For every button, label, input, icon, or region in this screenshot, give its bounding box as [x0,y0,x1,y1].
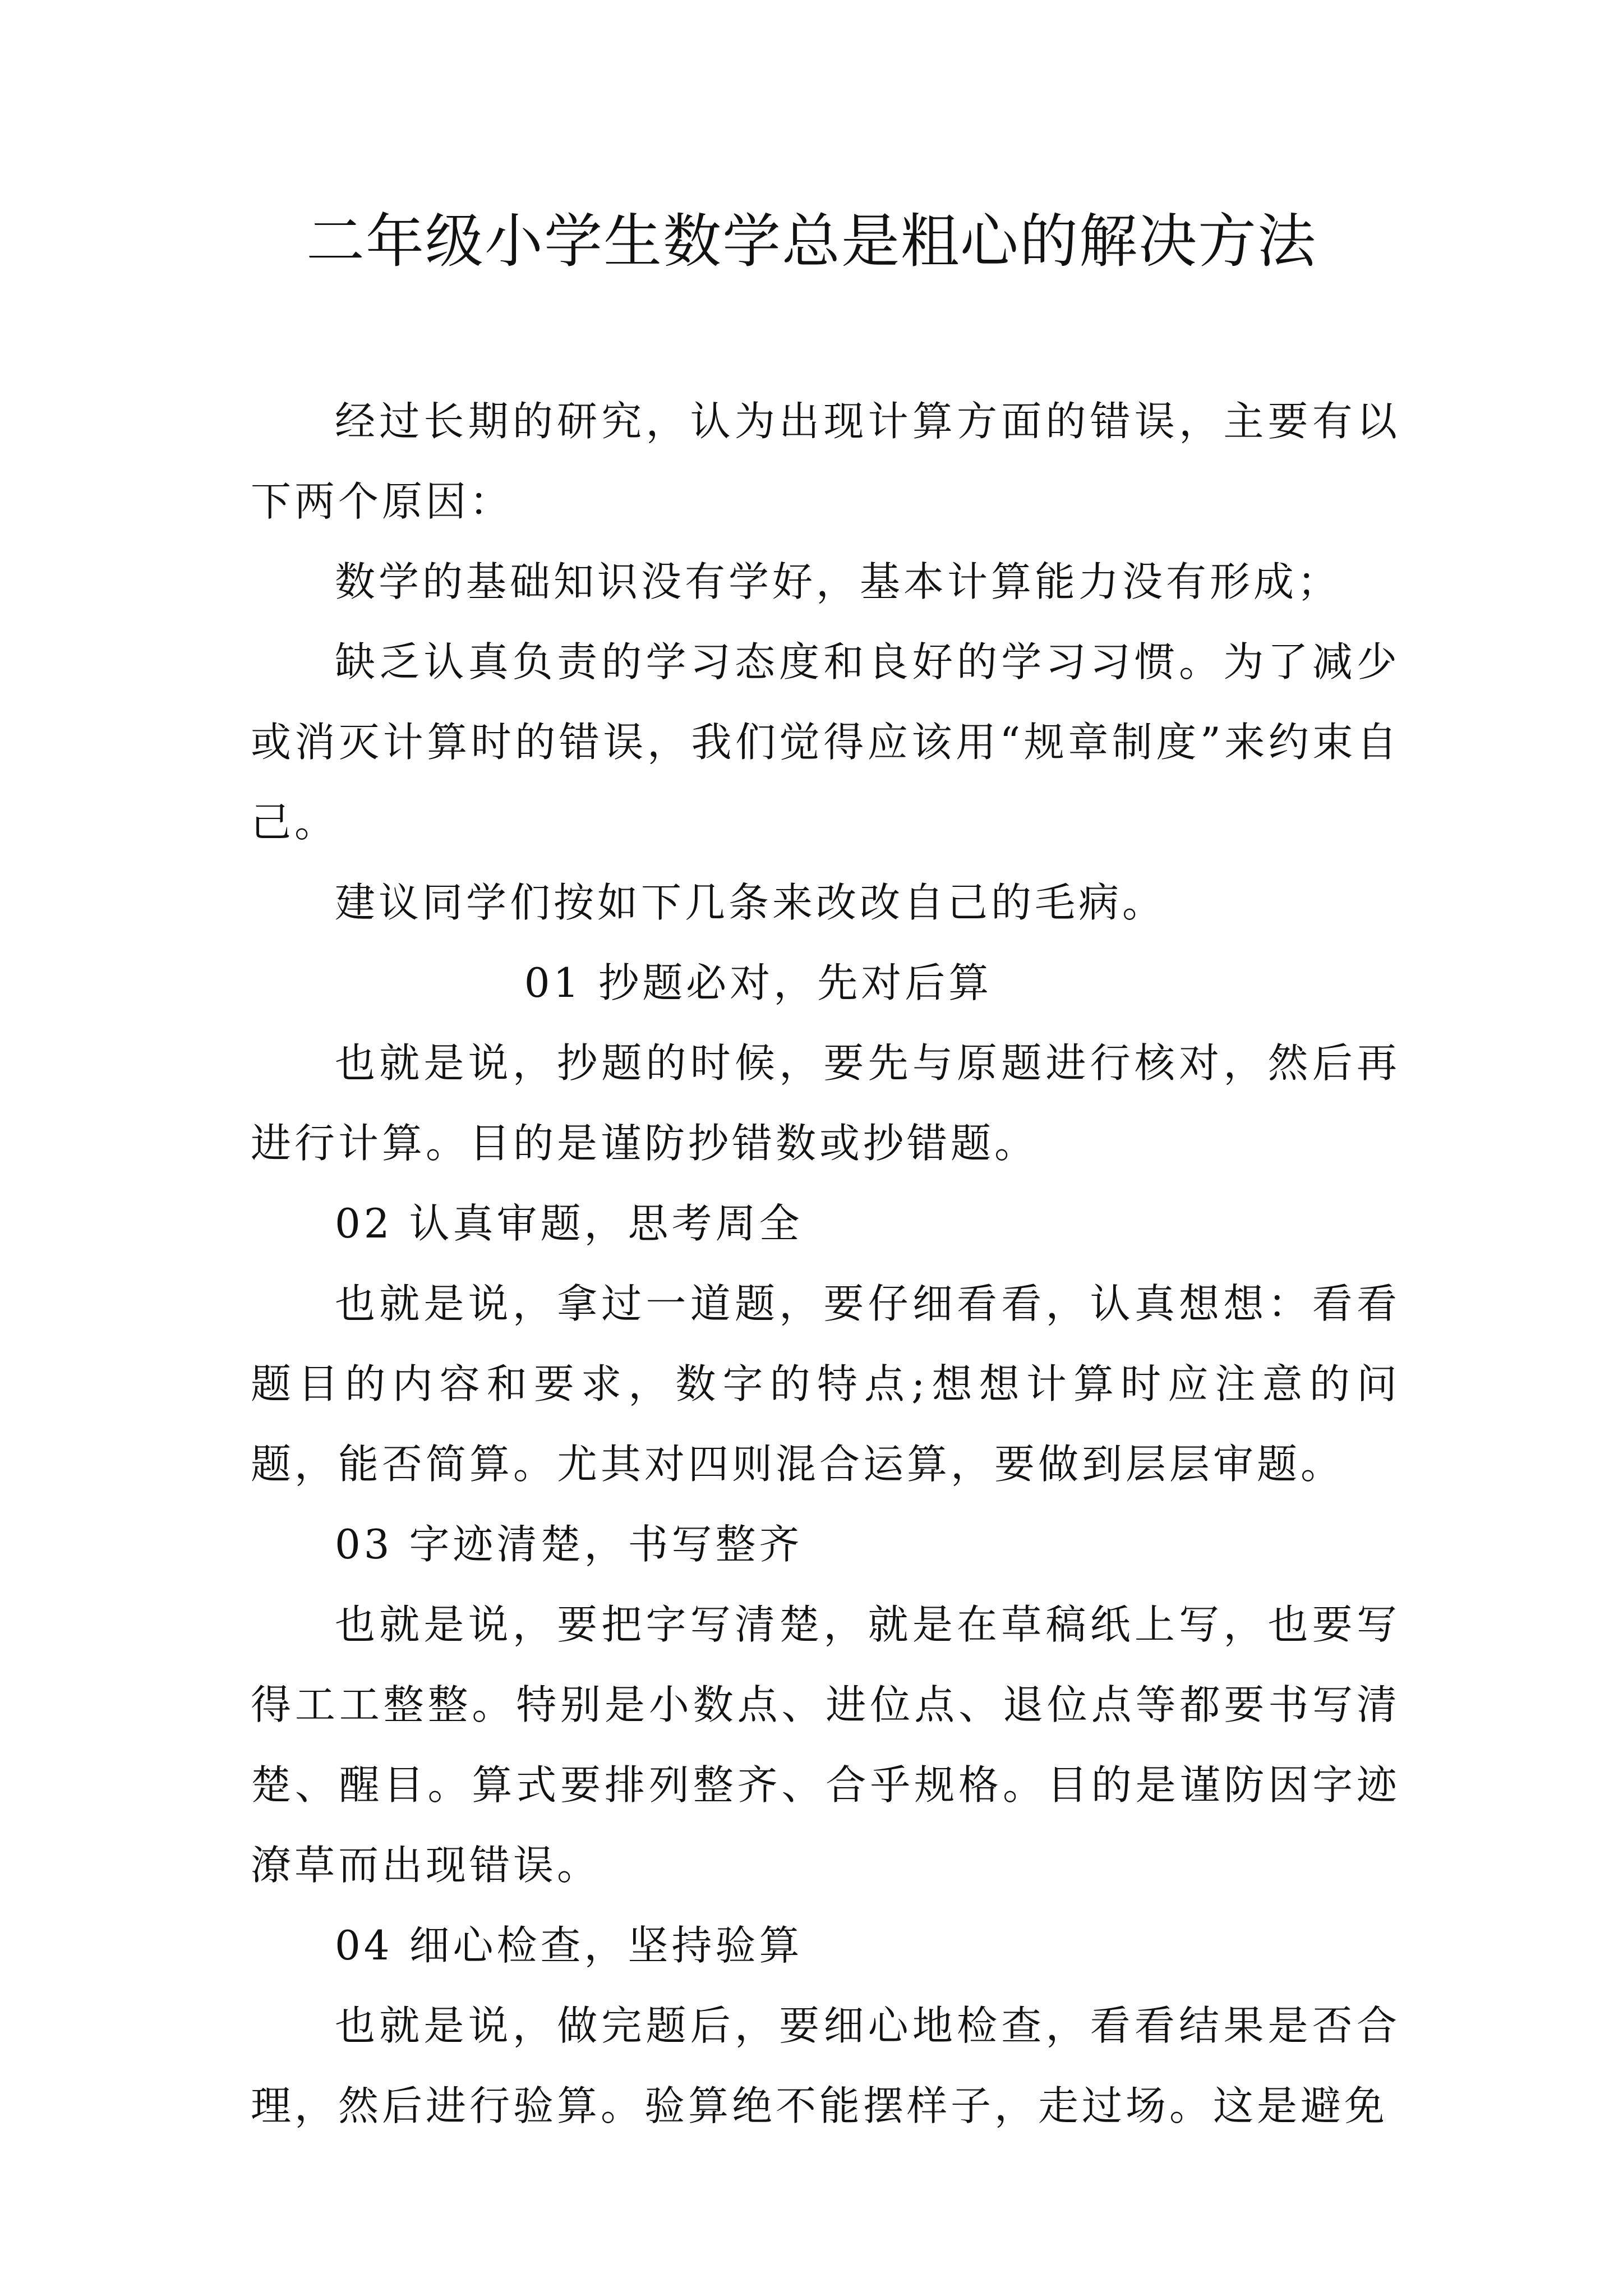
paragraph-intro: 经过长期的研究，认为出现计算方面的错误，主要有以下两个原因： [251,398,1400,525]
document-body [251,381,1400,2146]
paragraph-suggestion: 建议同学们按如下几条来改改自己的毛病。 [335,879,1166,926]
paragraph-reason-2: 缺乏认真负责的学习态度和良好的学习习惯。为了减少或消灭计算时的错误，我们觉得应该用“规章制度”来约束自己。 [251,638,1400,846]
section-heading-03: 03 字迹清楚，书写整齐 [335,1521,803,1568]
paragraph-section-03: 也就是说，要把字写清楚，就是在草稿纸上写，也要写得工工整整。特别是小数点、进位点、退位点等都要书写清楚、醒目。算式要排列整齐、合乎规格。目的是谨防因字迹潦草而出现错误。 [251,1601,1400,1889]
section-heading-04: 04 细心检查，坚持验算 [335,1922,803,1969]
paragraph-section-01: 也就是说，抄题的时候，要先与原题进行核对，然后再进行计算。目的是谨防抄错数或抄错题。 [251,1039,1400,1167]
section-heading-01: 01 抄题必对，先对后算 [524,959,993,1006]
section-heading-02: 02 认真审题，思考周全 [335,1200,803,1247]
paragraph-section-04: 也就是说，做完题后，要细心地检查，看看结果是否合理，然后进行验算。验算绝不能摆样子，走过场。这是避免 [251,2002,1400,2129]
document-title: 二年级小学生数学总是粗心的解决方法 [306,207,1317,275]
paragraph-section-02: 也就是说，拿过一道题，要仔细看看，认真想想：看看题目的内容和要求，数字的特点;想想计算时应注意的问题，能否简算。尤其对四则混合运算，要做到层层审题。 [251,1280,1400,1488]
paragraph-reason-1: 数学的基础知识没有学好，基本计算能力没有形成； [335,558,1341,605]
